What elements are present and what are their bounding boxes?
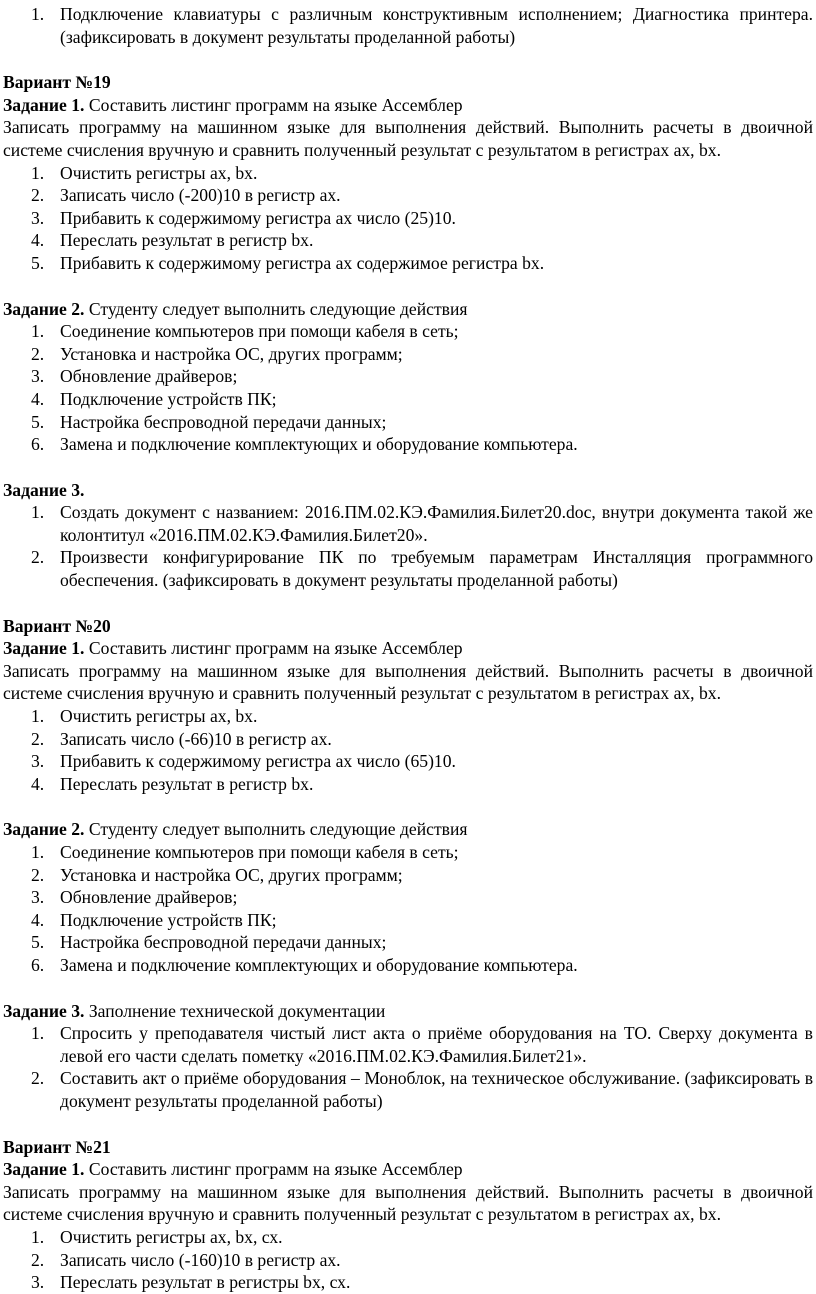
task-label: Задание 1. [3,638,85,659]
list-item: 6. Замена и подключение комплектующих и оборудование компьютера. [31,434,578,455]
list-item-text: Прибавить к содержимому регистра ах число (65)10. [60,751,456,772]
list-item: 3. Прибавить к содержимому регистра ах число (65)10. [31,751,456,772]
task-heading [3,1158,813,1181]
variant-section [3,71,813,591]
list-item-text: Очистить регистры ах, bх. [60,706,258,727]
list-item: 3. Обновление драйверов; [31,366,238,387]
task-list [3,1226,813,1294]
list-item-text: Настройка беспроводной передачи данных; [60,411,387,432]
variant-section [3,1136,813,1294]
task-heading [3,1000,813,1023]
list-item-text: Спросить у преподавателя чистый лист акта о приёме оборудования на ТО. Сверху документа в левой его части сделать пометку «2016.ПМ.02.КЭ.Фамилия.Билет21». [60,1023,813,1066]
list-item-text: Записать число (-160)10 в регистр ах. [60,1249,341,1270]
task-list [3,705,813,795]
list-item-text: Соединение компьютеров при помощи кабеля в сеть; [60,842,459,862]
task-heading-text: Составить листинг программ на языке Ассемблер [84,1159,463,1180]
task-label: Задание 1. [3,94,85,115]
list-item-text: Переслать результат в регистр bх. [60,773,314,794]
list-item-text: Подключение клавиатуры с различным конструктивным исполнением; Диагностика принтера. (зафиксировать в документ результаты проделанной работы) [60,4,813,47]
list-item: 4. Переслать результат в регистр bх. [31,230,314,251]
task-heading-text: Составить листинг программ на языке Ассемблер [84,94,463,115]
list-item-text: Составить акт о приёме оборудования – Моноблок, на техническое обслуживание. (зафиксировать в документ результаты проделанной работы) [60,1068,813,1111]
task-heading-text: Заполнение технической документации [84,1000,386,1021]
list-item: 1. Очистить регистры ах, bх. [31,706,258,727]
task-heading-text: Составить листинг программ на языке Ассемблер [84,638,463,659]
task-intro: Записать программу на машинном языке для выполнения действий. Выполнить расчеты в двоичной системе счисления вручную и сравнить полученный результат с результатом в регистрах ах, bх. [3,660,813,704]
task-label: Задание 2. [3,819,85,840]
list-item-text: Обновление драйверов; [60,887,238,908]
list-item-text: Очистить регистры ах, bх, сх. [60,1226,283,1247]
list-item: 1. Соединение компьютеров при помощи кабеля в сеть; [31,842,459,862]
list-item: 5. Настройка беспроводной передачи данных; [31,932,387,953]
list-item: 2. Установка и настройка ОС, других программ; [31,864,403,885]
list-item-text: Произвести конфигурирование ПК по требуемым параметрам Инсталляция программного обеспечения. (зафиксировать в документ результаты проделанной работы) [60,547,813,591]
list-item: 1. Соединение компьютеров при помощи кабеля в сеть; [31,321,459,342]
list-item: 3. Переслать результат в регистры bх, сх. [31,1272,351,1293]
task-heading-text: Студенту следует выполнить следующие действия [84,819,468,840]
task-heading [3,637,813,660]
variant-title: Вариант №20 [3,615,111,636]
list-item-text: Прибавить к содержимому регистра ах содержимое регистра bх. [60,252,545,273]
list-item: 2. Записать число (-66)10 в регистр ах. [31,728,332,749]
task-list [3,1022,813,1112]
list-item [31,3,813,48]
task-label: Задание 2. [3,298,85,319]
task-label: Задание 1. [3,1159,85,1180]
list-item-text: Создать документ с названием: 2016.ПМ.02.КЭ.Фамилия.Билет20.doc, внутри документа такой же колонтитул «2016.ПМ.02.КЭ.Фамилия.Билет20». [60,502,813,545]
task-intro: Записать программу на машинном языке для выполнения действий. Выполнить расчеты в двоичной системе счисления вручную и сравнить полученный результат с результатом в регистрах ах, bх. [3,1181,813,1225]
list-item: 2. Установка и настройка ОС, других программ; [31,343,403,364]
list-item: 4. Переслать результат в регистр bх. [31,773,314,794]
list-item: 2. Записать число (-200)10 в регистр ах. [31,185,341,206]
list-item: 2. Составить акт о приёме оборудования – Моноблок, на техническое обслуживание. (зафиксировать в документ результаты проделанной работы) [31,1068,813,1111]
list-item-text: Установка и настройка ОС, других программ; [60,864,403,885]
list-item-text: Обновление драйверов; [60,366,238,387]
list-item-text: Записать число (-66)10 в регистр ах. [60,728,332,749]
list-item-text: Переслать результат в регистр bх. [60,230,314,251]
list-item-text: Подключение устройств ПК; [60,909,277,930]
list-item: 2. Произвести конфигурирование ПК по требуемым параметрам Инсталляция программного обеспечения. (зафиксировать в документ результаты проделанной работы) [31,547,813,591]
list-item: 1. Очистить регистры ах, bх. [31,162,258,183]
list-item-text: Записать число (-200)10 в регистр ах. [60,185,341,206]
list-item: 1. Создать документ с названием: 2016.ПМ.02.КЭ.Фамилия.Билет20.doc, внутри документа такой же колонтитул «2016.ПМ.02.КЭ.Фамилия.Билет20». [31,502,813,545]
list-item-text: Очистить регистры ах, bх. [60,162,258,183]
task-heading [3,818,813,841]
list-item-text: Соединение компьютеров при помощи кабеля в сеть; [60,321,459,342]
top-list [3,3,813,48]
task-list [3,501,813,591]
list-item-text: Настройка беспроводной передачи данных; [60,932,387,953]
task-heading-text: Студенту следует выполнить следующие действия [84,298,468,319]
list-item: 2. Записать число (-160)10 в регистр ах. [31,1249,341,1270]
task-label: Задание 3. [3,479,85,500]
list-item-text: Замена и подключение комплектующих и оборудование компьютера. [60,954,578,975]
task-heading [3,298,813,321]
task-heading [3,479,813,502]
variant-title: Вариант №21 [3,1136,111,1157]
list-item: 4. Подключение устройств ПК; [31,909,277,930]
task-list [3,320,813,456]
task-list [3,841,813,977]
list-item: 3. Обновление драйверов; [31,887,238,908]
list-item: 1. Очистить регистры ах, bх, сх. [31,1226,283,1247]
list-item-text: Переслать результат в регистры bх, сх. [60,1272,351,1293]
task-heading [3,94,813,117]
variant-section [3,615,813,1113]
task-intro: Записать программу на машинном языке для выполнения действий. Выполнить расчеты в двоичной системе счисления вручную и сравнить полученный результат с результатом в регистрах ах, bх. [3,117,813,160]
task-label: Задание 3. [3,1000,85,1021]
list-item: 5. Настройка беспроводной передачи данных; [31,411,387,432]
list-item: 4. Подключение устройств ПК; [31,388,277,409]
list-item: 5. Прибавить к содержимому регистра ах содержимое регистра bх. [31,252,545,273]
list-item: 6. Замена и подключение комплектующих и оборудование компьютера. [31,954,578,975]
list-item-text: Прибавить к содержимому регистра ах число (25)10. [60,207,456,228]
list-item: 3. Прибавить к содержимому регистра ах число (25)10. [31,207,456,228]
list-item-text: Замена и подключение комплектующих и оборудование компьютера. [60,434,578,455]
list-item: 1. Спросить у преподавателя чистый лист акта о приёме оборудования на ТО. Сверху документа в левой его части сделать пометку «2016.ПМ.02.КЭ.Фамилия.Билет21». [31,1023,813,1066]
variant-title: Вариант №19 [3,72,111,93]
list-item-number: 1. [31,4,45,24]
list-item-text: Установка и настройка ОС, других программ; [60,343,403,364]
list-item-text: Подключение устройств ПК; [60,388,277,409]
task-list [3,162,813,275]
